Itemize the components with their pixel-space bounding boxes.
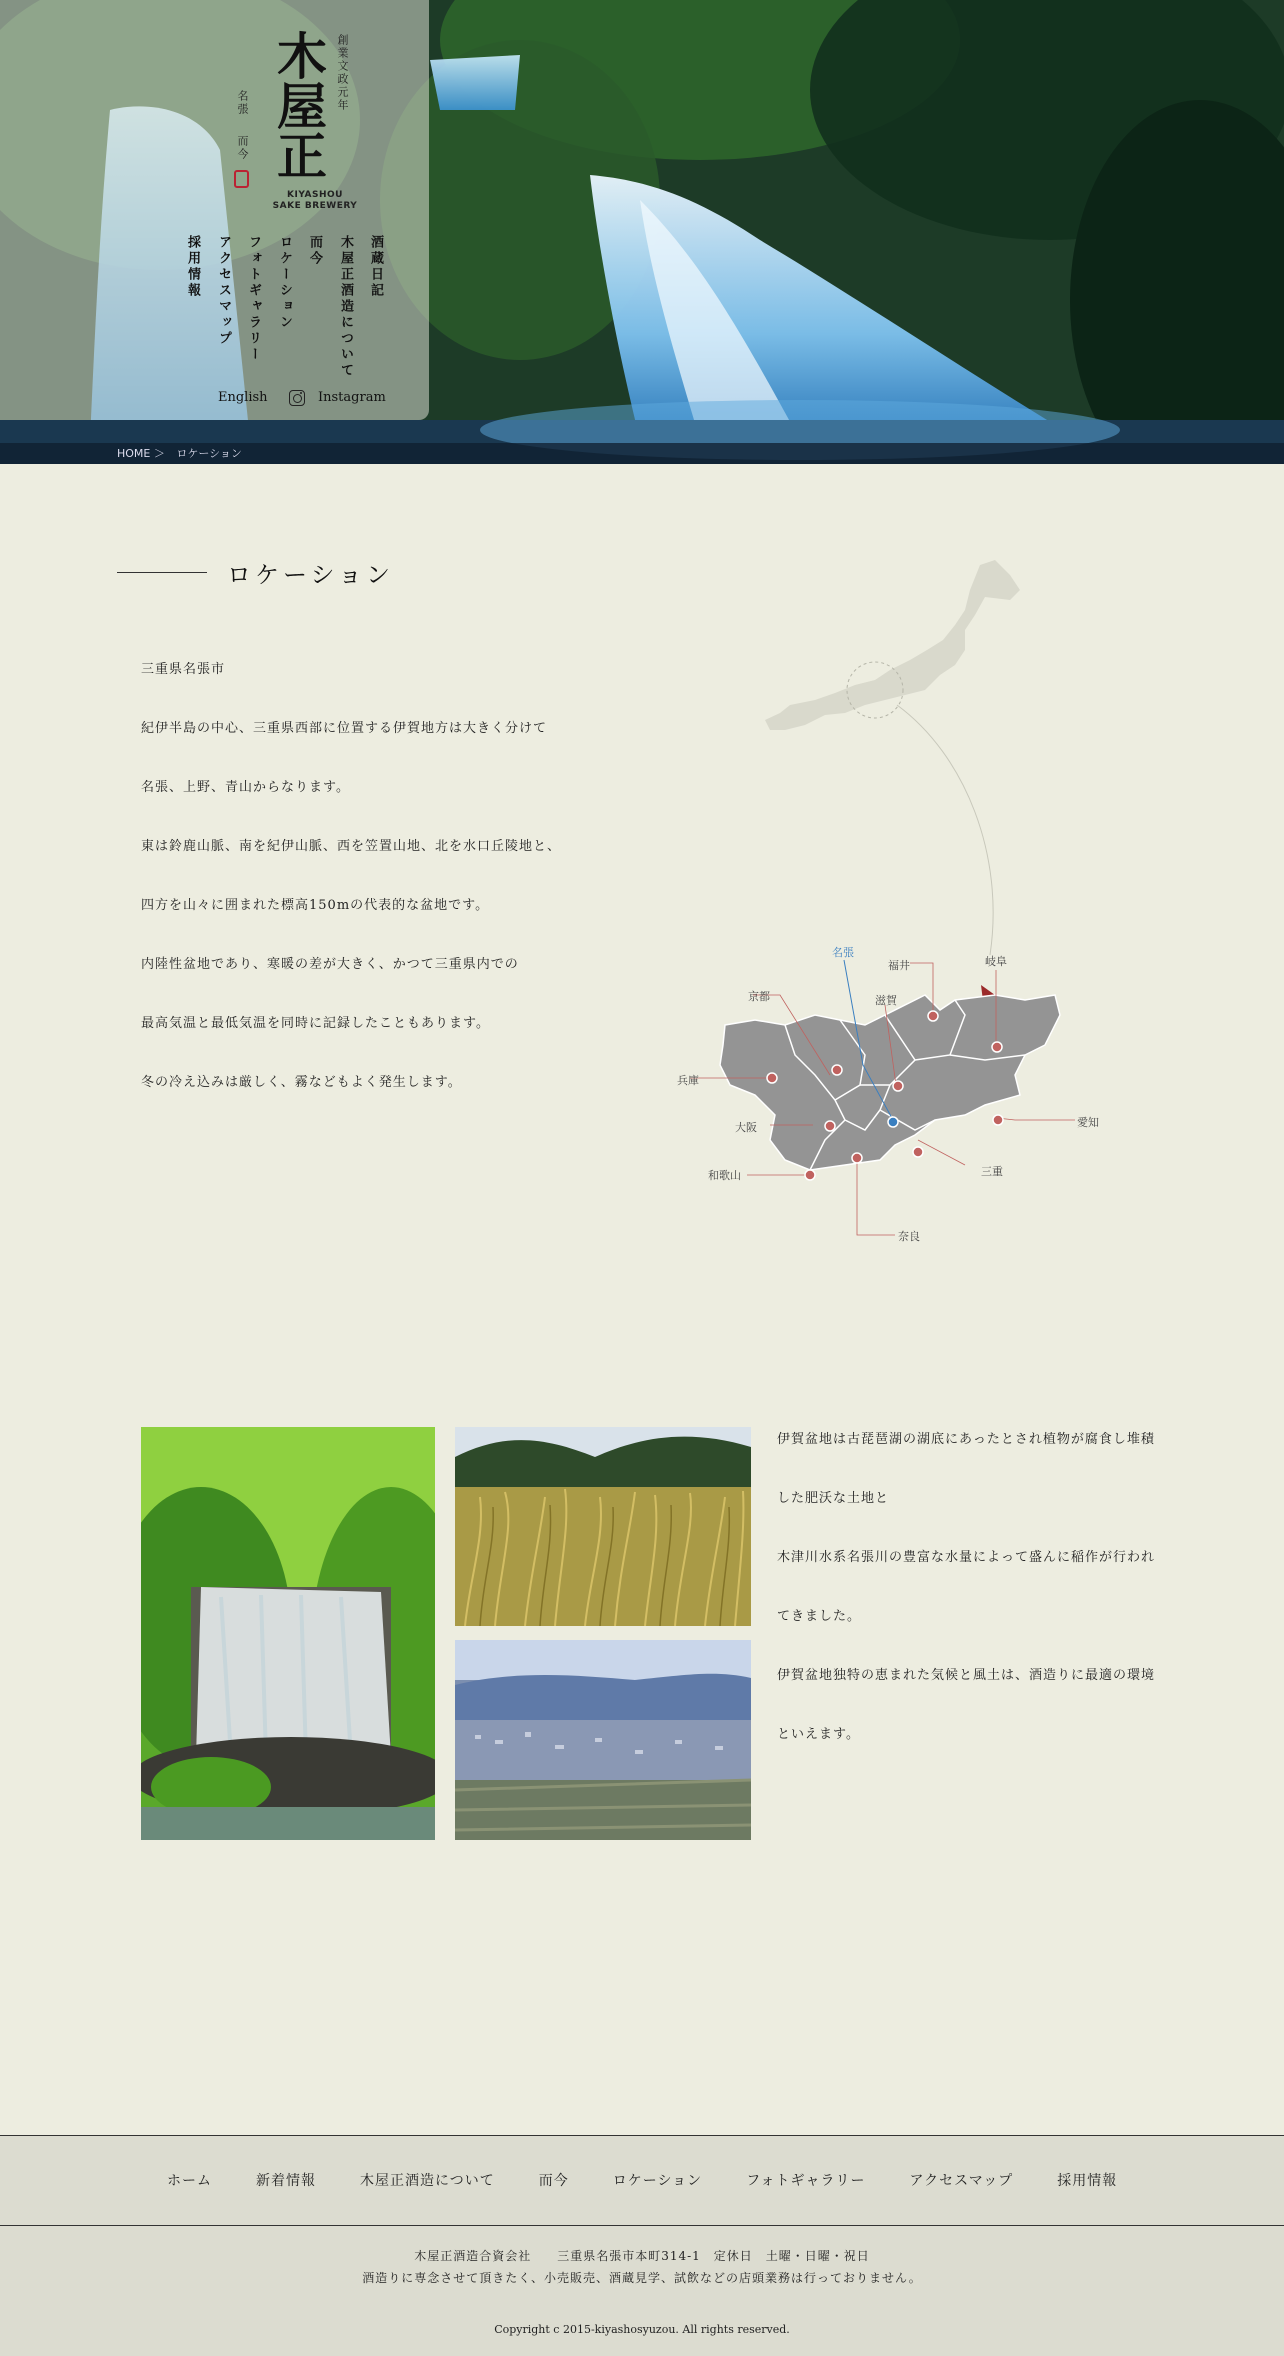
- hero-banner: [0, 0, 1284, 464]
- footer-address: 木屋正酒造合資会社 三重県名張市本町314-1 定休日 土曜・日曜・祝日: [414, 2249, 870, 2263]
- terroir-text: [777, 1420, 1177, 1774]
- terroir-line: した肥沃な土地と: [777, 1491, 890, 1506]
- nav-item-recruit[interactable]: 採用情報: [185, 235, 200, 299]
- terroir-line: といえます。: [777, 1727, 860, 1742]
- nabari-marker: [888, 1117, 898, 1127]
- brand-english: [260, 190, 370, 212]
- intro-line: 紀伊半島の中心、三重県西部に位置する伊賀地方は大きく分けて: [141, 721, 548, 736]
- footer-link-home[interactable]: ホーム: [167, 2173, 212, 2189]
- rice-field-photo: [455, 1427, 751, 1626]
- map-label-aichi: 愛知: [1077, 1116, 1099, 1129]
- brand-logo[interactable]: [230, 30, 360, 215]
- footer-link-about[interactable]: 木屋正酒造について: [360, 2173, 495, 2189]
- intro-line: 名張、上野、青山からなります。: [141, 780, 350, 795]
- brand-english-line1: KIYASHOU: [287, 190, 343, 200]
- footer-link-news[interactable]: 新着情報: [256, 2173, 316, 2189]
- footer-nav: [0, 2135, 1284, 2226]
- map-label-fukui: 福井: [888, 959, 910, 972]
- waterfall-photo-2: [141, 1427, 435, 1840]
- footer-info: [0, 2226, 1284, 2356]
- nav-item-access[interactable]: アクセスマップ: [216, 235, 231, 347]
- intro-line: 最高気温と最低気温を同時に記録したこともあります。: [141, 1016, 490, 1031]
- intro-text: [141, 650, 601, 1122]
- region-map: [665, 555, 1125, 1255]
- footer-link-recruit[interactable]: 採用情報: [1057, 2173, 1118, 2189]
- instagram-link[interactable]: Instagram: [318, 390, 386, 405]
- footer-address-block: [0, 2245, 1284, 2289]
- page-title-text: ロケーション: [227, 561, 395, 589]
- map-label-mie: 三重: [981, 1165, 1003, 1178]
- footer-link-gallery[interactable]: フォトギャラリー: [746, 2173, 866, 2189]
- nav-item-diary[interactable]: 酒蔵日記: [368, 235, 383, 299]
- map-label-nabari: 名張: [832, 946, 854, 959]
- map-label-wakayama: 和歌山: [708, 1169, 741, 1182]
- brand-logo-mark: 木屋正: [269, 30, 328, 180]
- intro-line: 四方を山々に囲まれた標高150mの代表的な盆地です。: [141, 898, 490, 913]
- terroir-line: 木津川水系名張川の豊富な水量によって盛んに稲作が行われ: [777, 1550, 1156, 1565]
- footer-link-location[interactable]: ロケーション: [612, 2173, 703, 2189]
- breadcrumb-current: ロケーション: [176, 447, 242, 460]
- intro-line: 内陸性盆地であり、寒暖の差が大きく、かつて三重県内での: [141, 957, 519, 972]
- instagram-icon[interactable]: [289, 390, 305, 406]
- page-title: [117, 555, 394, 590]
- footer-link-access[interactable]: アクセスマップ: [909, 2173, 1014, 2189]
- location-map: [665, 555, 1125, 1255]
- town-view-photo: [455, 1640, 751, 1840]
- copyright: Copyright c 2015-kiyashosyuzou. All rights reserved.: [494, 2323, 790, 2336]
- map-label-shiga: 滋賀: [875, 994, 897, 1007]
- footer-note: 酒造りに専念させて頂きたく、小売販売、酒蔵見学、試飲などの店頭業務は行っておりません。: [362, 2271, 922, 2285]
- nav-item-location[interactable]: ロケーション: [277, 235, 292, 331]
- english-link[interactable]: English: [218, 390, 268, 405]
- intro-line: 三重県名張市: [141, 662, 226, 677]
- menu-panel: [0, 0, 429, 420]
- nav-item-about[interactable]: 木屋正酒造について: [338, 235, 353, 379]
- terroir-line: 伊賀盆地は古琵琶湖の湖底にあったとされ植物が腐食し堆積: [777, 1432, 1155, 1447]
- brand-product: 而今: [236, 135, 249, 161]
- footer-link-jikon[interactable]: 而今: [538, 2173, 569, 2189]
- map-label-hyogo: 兵庫: [677, 1074, 699, 1087]
- japan-silhouette: [765, 560, 1020, 730]
- nav-item-jikon[interactable]: 而今: [307, 235, 322, 267]
- nav-item-gallery[interactable]: フォトギャラリー: [246, 235, 261, 363]
- seal-stamp-icon: [234, 170, 249, 188]
- terroir-line: 伊賀盆地独特の恵まれた気候と風土は、酒造りに最適の環境: [777, 1668, 1156, 1683]
- map-label-nara: 奈良: [898, 1230, 920, 1243]
- title-rule: [117, 572, 207, 573]
- terroir-line: てきました。: [777, 1609, 862, 1624]
- map-label-gifu: 岐阜: [985, 955, 1007, 968]
- intro-line: 東は鈴鹿山脈、南を紀伊山脈、西を笠置山地、北を水口丘陵地と、: [141, 839, 562, 854]
- breadcrumb-home[interactable]: HOME ＞: [117, 447, 165, 460]
- map-label-osaka: 大阪: [735, 1121, 757, 1134]
- brand-since: 創業文政元年: [336, 34, 349, 112]
- breadcrumb: [0, 443, 1284, 464]
- intro-line: 冬の冷え込みは厳しく、霧などもよく発生します。: [141, 1075, 462, 1090]
- zoom-arc: [897, 705, 993, 955]
- brand-place: 名張: [236, 90, 249, 116]
- brand-english-line2: SAKE BREWERY: [272, 201, 358, 211]
- map-label-kyoto: 京都: [748, 990, 770, 1003]
